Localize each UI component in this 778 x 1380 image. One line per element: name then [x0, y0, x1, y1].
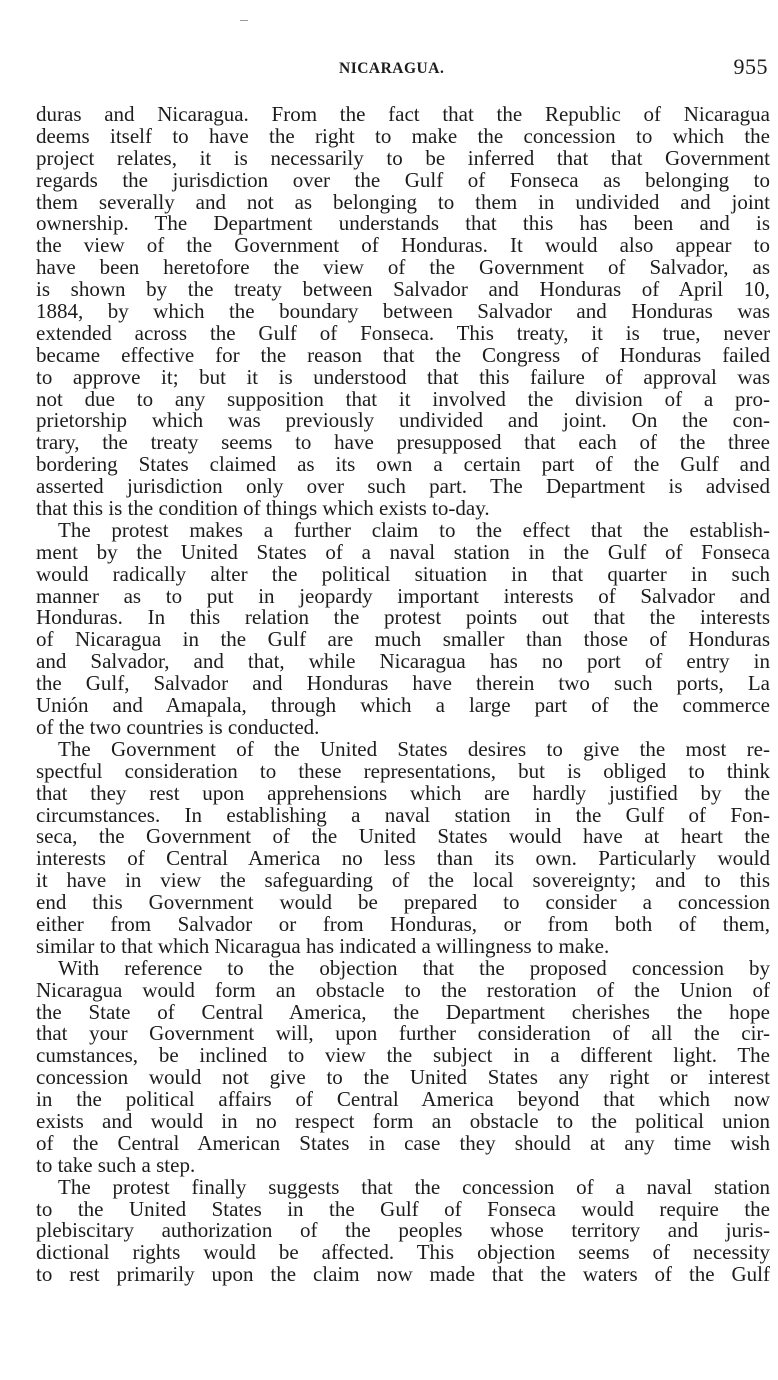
text-line: and Salvador, and that, while Nicaragua has no port of entry in: [36, 649, 770, 674]
text-line: concession would not give to the United States any right or interest: [36, 1065, 770, 1090]
paragraph: [36, 104, 770, 520]
text-line: have been heretofore the view of the Government of Salvador, as: [36, 255, 770, 280]
text-line: became effective for the reason that the Congress of Honduras failed: [36, 342, 770, 367]
text-line: of the two countries is conducted.: [36, 714, 320, 739]
text-line: ownership. The Department understands that this has been and is: [36, 211, 770, 236]
text-line: seca, the Government of the United States would have at heart the: [36, 824, 770, 849]
text-line: of the Central American States in case they should at any time wish: [36, 1130, 770, 1155]
text-line: interests of Central America no less than its own. Particularly would: [36, 846, 770, 871]
text-line: it have in view the safeguarding of the local sovereignty; and to this: [36, 868, 770, 893]
text-line: either from Salvador or from Honduras, or from both of them,: [36, 911, 770, 936]
text-line: that your Government will, upon further consideration of all the cir-: [36, 1021, 770, 1046]
text-line: The protest finally suggests that the concession of a naval station: [58, 1174, 770, 1199]
body-text: [36, 104, 770, 1286]
page-header: [36, 54, 770, 82]
text-line: of Nicaragua in the Gulf are much smaller than those of Honduras: [36, 627, 770, 652]
text-line: to take such a step.: [36, 1152, 196, 1177]
paragraph: [36, 1174, 770, 1287]
paragraph: [36, 955, 770, 1177]
text-line: circumstances. In establishing a naval station in the Gulf of Fon-: [36, 802, 770, 827]
text-line: project relates, it is necessarily to be inferred that that Government: [36, 145, 770, 170]
text-line: regards the jurisdiction over the Gulf of Fonseca as belonging to: [36, 167, 770, 192]
text-line: trary, the treaty seems to have presupposed that each of the three: [36, 430, 770, 455]
text-line: similar to that which Nicaragua has indicated a willingness to make.: [36, 933, 610, 958]
text-line: the State of Central America, the Department cherishes the hope: [36, 999, 770, 1024]
text-line: to the United States in the Gulf of Fonseca would require the: [36, 1196, 770, 1221]
text-line: ment by the United States of a naval station in the Gulf of Fonseca: [36, 539, 770, 564]
text-line: With reference to the objection that the proposed concession by: [58, 955, 770, 980]
text-line: to approve it; but it is understood that this failure of approval was: [36, 364, 770, 389]
text-line: deems itself to have the right to make the concession to which the: [36, 123, 770, 148]
text-line: is shown by the treaty between Salvador and Honduras of April 10,: [36, 277, 770, 302]
text-line: exists and would in no respect form an obstacle to the political union: [36, 1108, 770, 1133]
text-line: extended across the Gulf of Fonseca. This treaty, it is true, never: [36, 320, 770, 345]
text-line: prietorship which was previously undivided and joint. On the con-: [36, 408, 770, 433]
text-line: The Government of the United States desires to give the most re-: [58, 736, 770, 761]
text-line: Unión and Amapala, through which a large part of the commerce: [36, 693, 770, 718]
paragraph: [36, 736, 770, 958]
text-line: would radically alter the political situation in that quarter in such: [36, 561, 770, 586]
page-number: 955: [733, 54, 768, 79]
page-mark: [240, 20, 248, 21]
text-line: manner as to put in jeopardy important interests of Salvador and: [36, 583, 770, 608]
text-line: the Gulf, Salvador and Honduras have therein two such ports, La: [36, 671, 770, 696]
text-line: spectful consideration to these representations, but is obliged to think: [36, 758, 770, 783]
paragraph: [36, 517, 770, 739]
text-line: them severally and not as belonging to them in undivided and joint: [36, 189, 770, 214]
text-line: that they rest upon apprehensions which are hardly justified by the: [36, 780, 770, 805]
text-line: plebiscitary authorization of the peoples whose territory and juris-: [36, 1218, 770, 1243]
text-line: dictional rights would be affected. This objection seems of necessity: [36, 1240, 770, 1265]
text-line: Nicaragua would form an obstacle to the restoration of the Union of: [36, 977, 770, 1002]
text-line: in the political affairs of Central America beyond that which now: [36, 1087, 770, 1112]
text-line: duras and Nicaragua. From the fact that the Republic of Nicaragua: [36, 102, 770, 126]
text-line: asserted jurisdiction only over such part. The Department is advised: [36, 474, 770, 499]
running-title: NICARAGUA.: [339, 60, 445, 77]
text-line: the view of the Government of Honduras. It would also appear to: [36, 233, 770, 258]
text-line: not due to any supposition that it involved the division of a pro-: [36, 386, 770, 411]
text-line: The protest makes a further claim to the effect that the establish-: [58, 517, 770, 542]
text-line: end this Government would be prepared to consider a concession: [36, 890, 770, 915]
text-line: Honduras. In this relation the protest points out that the interests: [36, 605, 770, 630]
text-line: 1884, by which the boundary between Salvador and Honduras was: [36, 299, 770, 324]
text-line: that this is the condition of things which exists to-day.: [36, 496, 490, 521]
text-line: cumstances, be inclined to view the subject in a different light. The: [36, 1043, 770, 1068]
text-line: to rest primarily upon the claim now made that the waters of the Gulf: [36, 1262, 770, 1287]
text-line: bordering States claimed as its own a certain part of the Gulf and: [36, 452, 770, 477]
